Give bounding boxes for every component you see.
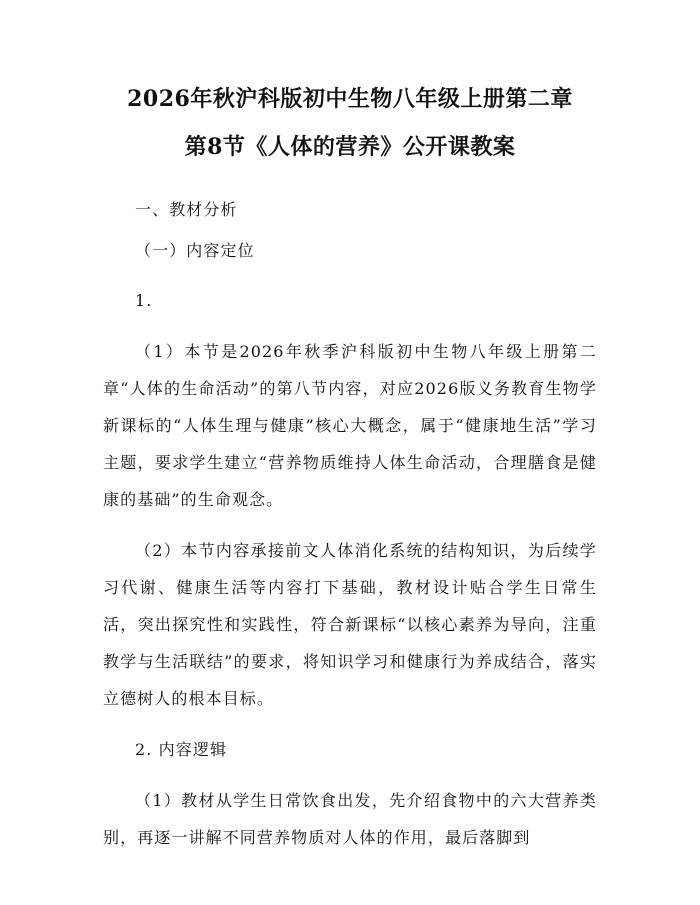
- list-number-1: 1.: [135, 290, 153, 310]
- document-title-line-2: 第8节《人体的营养》公开课教案: [184, 134, 516, 161]
- subsection-heading-content-positioning: （一）内容定位: [135, 240, 255, 260]
- paragraph-3: （1）教材从学生日常饮食出发，先介绍食物中的六大营养类别，再逐一讲解不同营养物质对人体的作用，最后落脚到: [103, 790, 597, 847]
- document-title-line-1: 2026年秋沪科版初中生物八年级上册第二章: [127, 86, 573, 112]
- list-heading-content-logic: 2. 内容逻辑: [135, 739, 228, 759]
- paragraph-1: （1）本节是2026年秋季沪科版初中生物八年级上册第二章“人体的生命活动”的第八节内容，对应2026版义务教育生物学新课标的“人体生理与健康”核心大概念，属于“健康地生活”学习主题，要求学生建立“营养物质维持人体生命活动，合理膳食是健康的基础”的生命观念。: [103, 341, 597, 509]
- section-heading-textbook-analysis: 一、教材分析: [135, 199, 238, 219]
- paragraph-2: （2）本节内容承接前文人体消化系统的结构知识，为后续学习代谢、健康生活等内容打下基础，教材设计贴合学生日常生活，突出探究性和实践性，符合新课标“以核心素养为导向，注重教学与生活联结”的要求，将知识学习和健康行为养成结合，落实立德树人的根本目标。: [103, 540, 597, 708]
